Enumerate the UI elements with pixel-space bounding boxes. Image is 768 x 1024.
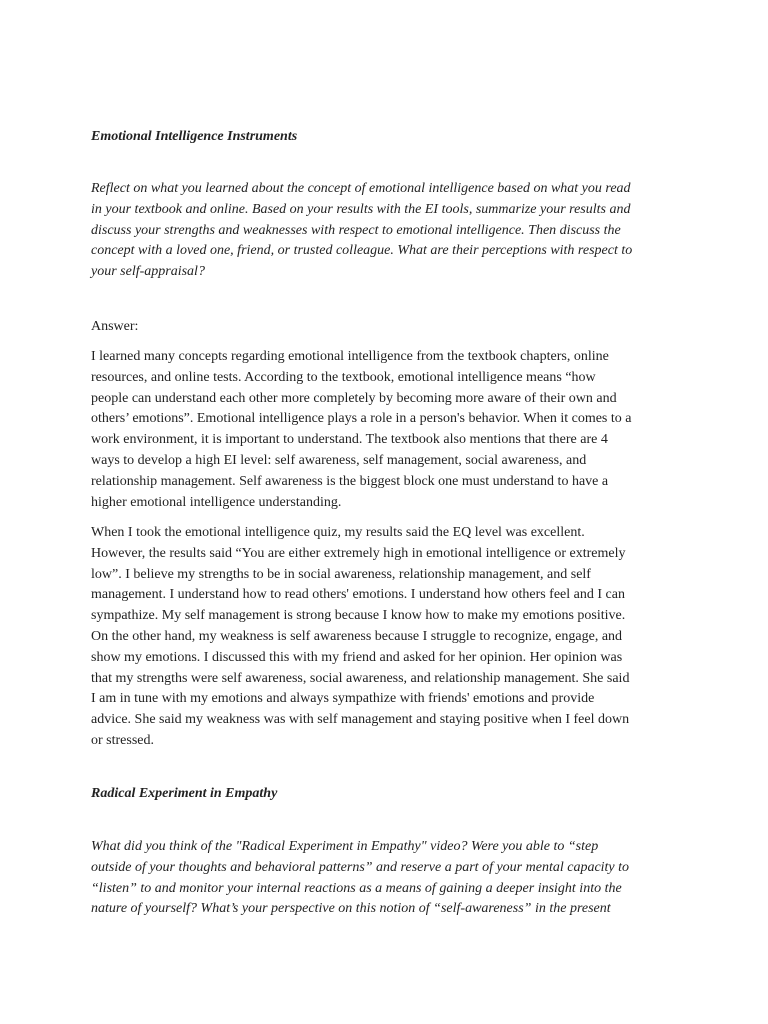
prompt-line: in your textbook and online. Based on your results with the EI tools, summarize your results and [91,201,631,217]
prompt-line: What did you think of the "Radical Experiment in Empathy" video? Were you able to “step [91,839,599,854]
answer-label: Answer: [91,319,139,334]
paragraph-line: or stressed. [91,732,154,748]
paragraph-line: relationship management. Self awareness is the biggest block one must understand to have a [91,473,609,489]
paragraph-line: low”. I believe my strengths to be in social awareness, relationship management, and self [91,566,591,582]
answer-paragraph-1 [91,347,691,513]
paragraph-line: sympathize. My self management is strong because I know how to make my emotions positive. [91,608,626,624]
paragraph-line: ways to develop a high EI level: self awareness, self management, social awareness, and [91,452,587,468]
paragraph-line: advice. She said my weakness was with self management and staying positive when I feel down [91,712,630,728]
prompt-line: nature of yourself? What’s your perspective on this notion of “self-awareness” in the present [91,901,611,917]
section1-prompt [91,179,691,283]
paragraph-line: resources, and online tests. According to the textbook, emotional intelligence means “how [91,369,596,385]
answer-paragraph-2 [91,523,691,752]
prompt-line: discuss your strengths and weaknesses with respect to emotional intelligence. Then discuss the [91,222,621,238]
paragraph-line: However, the results said “You are either extremely high in emotional intelligence or extremely [91,545,626,561]
paragraph-line: others’ emotions”. Emotional intelligence plays a role in a person's behavior. When it comes to a [91,411,632,427]
paragraph-line: I am in tune with my emotions and always sympathize with friends' emotions and provide [91,691,595,707]
paragraph-line: that my strengths were self awareness, social awareness, and relationship management. She said [91,670,630,686]
paragraph-line: When I took the emotional intelligence quiz, my results said the EQ level was excellent. [91,525,585,540]
prompt-line: concept with a loved one, friend, or trusted colleague. What are their perceptions with respect to [91,243,633,259]
paragraph-line: management. I understand how to read others' emotions. I understand how others feel and I can [91,587,625,603]
prompt-line: outside of your thoughts and behavioral patterns” and reserve a part of your mental capacity to [91,859,630,875]
section-heading-radical-experiment: Radical Experiment in Empathy [91,786,278,801]
paragraph-line: show my emotions. I discussed this with my friend and asked for her opinion. Her opinion was [91,649,623,665]
prompt-line: “listen” to and monitor your internal reactions as a means of gaining a deeper insight into the [91,880,622,896]
section-heading-emotional-intelligence: Emotional Intelligence Instruments [91,129,298,144]
paragraph-line: higher emotional intelligence understanding. [91,494,342,510]
paragraph-line: people can understand each other more completely by becoming more aware of their own and [91,390,617,406]
paragraph-line: work environment, it is important to understand. The textbook also mentions that there are 4 [91,432,608,448]
prompt-line: Reflect on what you learned about the concept of emotional intelligence based on what you read [91,181,631,196]
prompt-line: your self-appraisal? [91,264,205,280]
paragraph-line: I learned many concepts regarding emotional intelligence from the textbook chapters, online [91,349,609,364]
section2-prompt [91,837,691,920]
paragraph-line: On the other hand, my weakness is self awareness because I struggle to recognize, engage, and [91,628,623,644]
